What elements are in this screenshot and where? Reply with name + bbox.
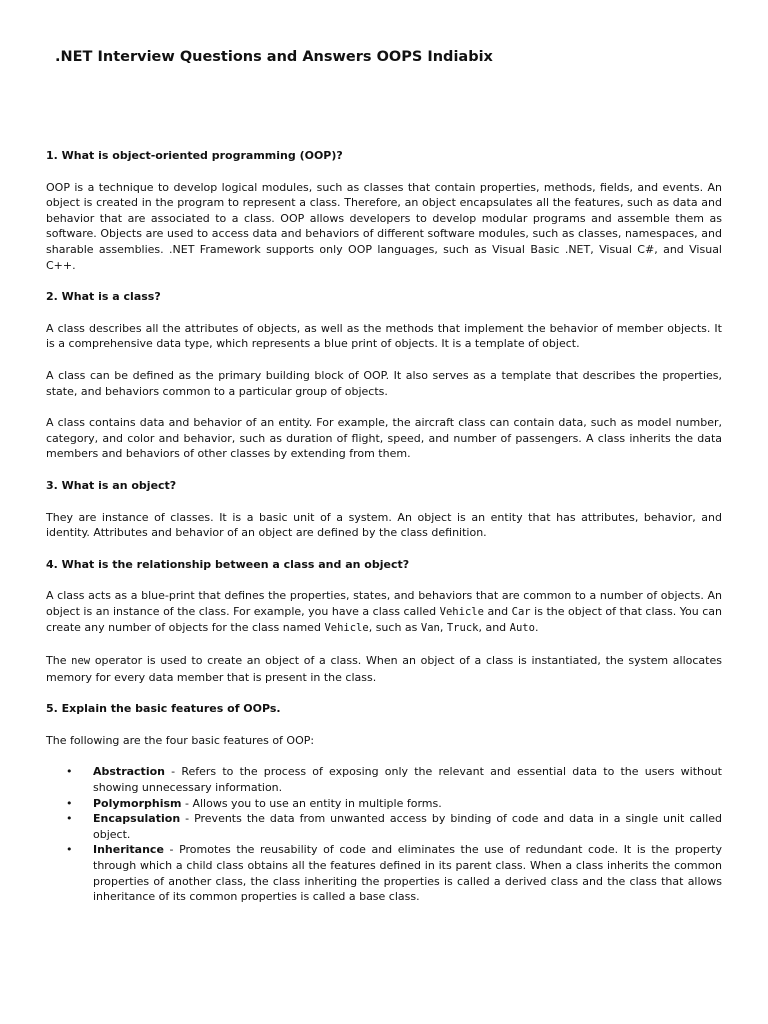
list-item <box>46 796 722 812</box>
list-item <box>46 842 722 904</box>
code-new: new <box>71 655 91 668</box>
bullet-icon: • <box>66 765 73 779</box>
text-run: , such as <box>368 621 421 635</box>
question-5-intro: The following are the four basic features of OOP: <box>46 733 315 747</box>
feature-term: Polymorphism <box>93 796 182 810</box>
code-van: Van <box>420 622 440 635</box>
text-run: and <box>483 604 512 618</box>
text-run: is the object of that class. You can create any number of objects for the class named <box>46 604 722 635</box>
question-5-heading: 5. Explain the basic features of OOPs. <box>46 702 281 716</box>
question-3 <box>46 478 722 541</box>
text-run: , <box>439 621 447 635</box>
question-1-answer: OOP is a technique to develop logical modules, such as classes that contain properties, methods, fields, and events. An object is created in the program to represent a class. Therefore, an object encapsulates all the features, such as data and behavior that are associated to a class. OOP allows developers to develop modular programs and assemble them as software. Objects are used to access data and behaviors of different software modules, such as classes, namespaces, and sharable assemblies. .NET Framework supports only OOP languages, such as Visual Basic .NET, Visual C#, and Visual C++. <box>46 180 722 272</box>
list-item <box>46 764 722 795</box>
feature-description: - Promotes the reusability of code and eliminates the use of redundant code. It is the property through which a child class obtains all the features defined in its parent class. When a class inherits the common properties of another class, the class inheriting the properties is called a derived class and the class that allows inheritance of its common properties is called a base class. <box>93 843 722 904</box>
feature-term: Inheritance <box>93 843 164 857</box>
bullet-icon: • <box>66 796 73 810</box>
feature-term: Encapsulation <box>93 812 181 826</box>
code-truck: Truck <box>446 622 479 635</box>
text-run: , and <box>478 621 510 635</box>
question-1 <box>46 148 722 273</box>
question-3-heading: 3. What is an object? <box>46 478 177 492</box>
text-run: A class acts as a blue-print that defines the properties, states, and behaviors that are common to a number of objects. An object is an instance of the class. For example, you have a class called <box>46 589 722 618</box>
question-4-answer-p2 <box>46 653 722 685</box>
feature-description: - Allows you to use an entity in multiple forms. <box>181 796 442 810</box>
question-3-answer: They are instance of classes. It is a basic unit of a system. An object is an entity that has attributes, behavior, and identity. Attributes and behavior of an object are defined by the class definition. <box>46 510 722 540</box>
question-2-answer-p3: A class contains data and behavior of an entity. For example, the aircraft class can contain data, such as model number, category, and color and behavior, such as duration of flight, speed, and number of passengers. A class inherits the data members and behaviors of other classes by extending from them. <box>46 416 722 461</box>
list-item <box>46 811 722 842</box>
question-2-answer-p2: A class can be defined as the primary building block of OOP. It also serves as a template that describes the properties, state, and behaviors common to a particular group of objects. <box>46 368 722 398</box>
bullet-icon: • <box>66 843 73 857</box>
code-vehicle: Vehicle <box>324 622 369 635</box>
question-2-heading: 2. What is a class? <box>46 290 161 304</box>
code-auto: Auto <box>509 622 535 635</box>
question-4 <box>46 557 722 686</box>
page-title: .NET Interview Questions and Answers OOPS Indiabix <box>55 49 493 65</box>
code-car: Car <box>511 605 531 618</box>
text-run: . <box>534 621 539 635</box>
feature-description: - Refers to the process of exposing only the relevant and essential data to the users without showing unnecessary information. <box>93 765 722 795</box>
feature-list <box>46 764 722 904</box>
text-run: The <box>46 654 72 668</box>
text-run: operator is used to create an object of a class. When an object of a class is instantiated, the system allocates memory for every data member that is present in the class. <box>46 654 722 684</box>
question-1-heading: 1. What is object-oriented programming (OOP)? <box>46 149 343 162</box>
code-vehicle: Vehicle <box>439 605 484 618</box>
question-4-heading: 4. What is the relationship between a class and an object? <box>46 557 410 571</box>
feature-description: - Prevents the data from unwanted access by binding of code and data in a single unit called object. <box>93 812 722 841</box>
question-5 <box>46 701 722 905</box>
bullet-icon: • <box>66 812 73 826</box>
document-content <box>46 148 722 905</box>
question-2-answer-p1: A class describes all the attributes of objects, as well as the methods that implement the behavior of member objects. It is a comprehensive data type, which represents a blue print of objects. It is a template of object. <box>46 321 722 351</box>
question-2 <box>46 289 722 462</box>
question-4-answer-p1 <box>46 588 722 637</box>
feature-term: Abstraction <box>93 765 165 779</box>
